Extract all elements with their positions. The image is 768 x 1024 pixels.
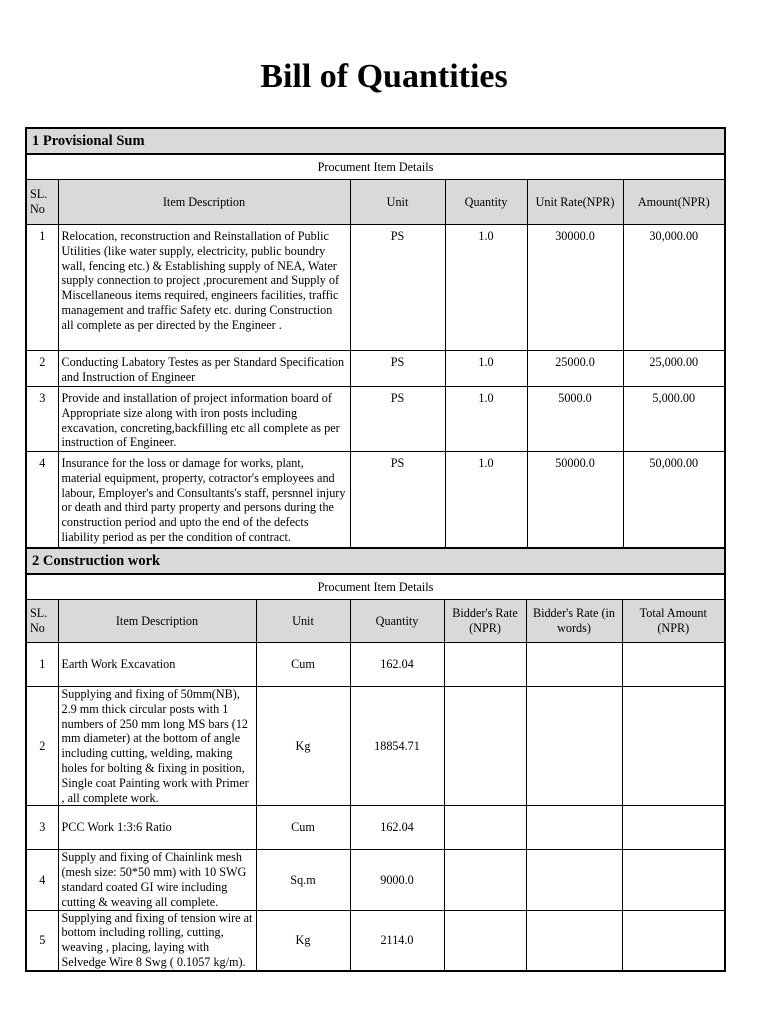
row-bidder-rate-words [526,687,622,806]
row-unit-rate: 30000.0 [527,225,623,351]
row-quantity: 9000.0 [350,850,444,910]
row-description: Provide and installation of project information board of Appropriate size along with iron posts including excavation, concreting,backfilling etc all complete as per instruction of Engineer. [58,387,350,452]
table-row [26,387,725,452]
row-description: Conducting Labatory Testes as per Standard Specification and Instruction of Engineer [58,351,350,387]
table-row [26,351,725,387]
row-total-amount [622,910,725,971]
row-bidder-rate [444,687,526,806]
row-sl: 2 [26,687,58,806]
column-header-sl: SL. No [26,600,58,643]
table-row [26,806,725,850]
column-header-unit-rate: Unit Rate(NPR) [527,180,623,225]
row-quantity: 1.0 [445,351,527,387]
column-header-bidder-rate: Bidder's Rate (NPR) [444,600,526,643]
row-unit: PS [350,452,445,548]
row-amount: 25,000.00 [623,351,725,387]
row-quantity: 2114.0 [350,910,444,971]
subheader-row [26,574,725,600]
subheader-row [26,154,725,180]
row-unit: Kg [256,687,350,806]
row-bidder-rate [444,806,526,850]
row-unit: Cum [256,643,350,687]
row-total-amount [622,806,725,850]
row-quantity: 1.0 [445,387,527,452]
column-header-amount: Amount(NPR) [623,180,725,225]
row-amount: 30,000.00 [623,225,725,351]
table-row [26,687,725,806]
row-total-amount [622,687,725,806]
row-total-amount [622,643,725,687]
row-quantity: 1.0 [445,225,527,351]
row-unit: PS [350,225,445,351]
column-header-sl: SL. No [26,180,58,225]
row-sl: 1 [26,225,58,351]
row-amount: 5,000.00 [623,387,725,452]
column-header-quantity: Quantity [350,600,444,643]
section-header-row [26,128,725,154]
column-header-bidder-rate-words: Bidder's Rate (in words) [526,600,622,643]
column-header-description: Item Description [58,600,256,643]
provisional-sum-table [25,127,726,549]
column-header-unit: Unit [350,180,445,225]
row-bidder-rate-words [526,806,622,850]
row-sl: 1 [26,643,58,687]
table-row [26,850,725,910]
table-row [26,452,725,548]
row-unit-rate: 25000.0 [527,351,623,387]
row-unit-rate: 50000.0 [527,452,623,548]
row-description: Supply and fixing of Chainlink mesh (mesh size: 50*50 mm) with 10 SWG standard coated GI wire including cutting & weaving all complete. [58,850,256,910]
row-unit-rate: 5000.0 [527,387,623,452]
table-row [26,225,725,351]
table-row [26,643,725,687]
column-header-quantity: Quantity [445,180,527,225]
table-row [26,910,725,971]
row-unit: Cum [256,806,350,850]
row-sl: 5 [26,910,58,971]
column-header-total-amount: Total Amount (NPR) [622,600,725,643]
row-description: Earth Work Excavation [58,643,256,687]
row-sl: 4 [26,850,58,910]
row-quantity: 162.04 [350,643,444,687]
row-sl: 2 [26,351,58,387]
row-sl: 3 [26,806,58,850]
row-sl: 3 [26,387,58,452]
row-unit: PS [350,351,445,387]
column-header-row [26,180,725,225]
row-amount: 50,000.00 [623,452,725,548]
column-header-row [26,600,725,643]
row-unit: Sq.m [256,850,350,910]
page-title: Bill of Quantities [260,58,508,95]
row-description: Insurance for the loss or damage for works, plant, material equipment, property, cotractor's employees and labour, Employer's and Consultants's staff, persnnel injury or death and third party property and persons during the construction period and upto the end of the defects liability period as per the condition of contract. [58,452,350,548]
row-description: Relocation, reconstruction and Reinstallation of Public Utilities (like water supply, electricity, public boundry wall, fencing etc.) & Establishing supply of NEA, Water supply connection to project ,procurement and Supply of Miscellaneous items required, engineers facilities, traffic management and traffic Safety etc. during Construction all complete as per directed by the Engineer . [58,225,350,351]
column-header-description: Item Description [58,180,350,225]
section-title: 2 Construction work [26,548,725,574]
row-description: PCC Work 1:3:6 Ratio [58,806,256,850]
row-description: Supplying and fixing of tension wire at bottom including rolling, cutting, weaving , placing, laying with Selvedge Wire 8 Swg ( 0.1057 kg/m). [58,910,256,971]
section-header-row [26,548,725,574]
row-bidder-rate [444,643,526,687]
row-total-amount [622,850,725,910]
row-description: Supplying and fixing of 50mm(NB), 2.9 mm thick circular posts with 1 numbers of 250 mm long MS bars (12 mm diameter) at the bottom of angle including cutting, welding, making holes for bolting & fixing in position, Single coat Painting work with Primer , all complete work. [58,687,256,806]
row-bidder-rate-words [526,910,622,971]
procurement-subheader: Procument Item Details [26,154,725,180]
row-bidder-rate [444,850,526,910]
row-bidder-rate-words [526,850,622,910]
section-title: 1 Provisional Sum [26,128,725,154]
row-bidder-rate [444,910,526,971]
row-bidder-rate-words [526,643,622,687]
row-sl: 4 [26,452,58,548]
procurement-subheader: Procument Item Details [26,574,725,600]
column-header-unit: Unit [256,600,350,643]
row-quantity: 18854.71 [350,687,444,806]
row-unit: Kg [256,910,350,971]
row-unit: PS [350,387,445,452]
construction-work-table [25,547,726,972]
row-quantity: 162.04 [350,806,444,850]
row-quantity: 1.0 [445,452,527,548]
